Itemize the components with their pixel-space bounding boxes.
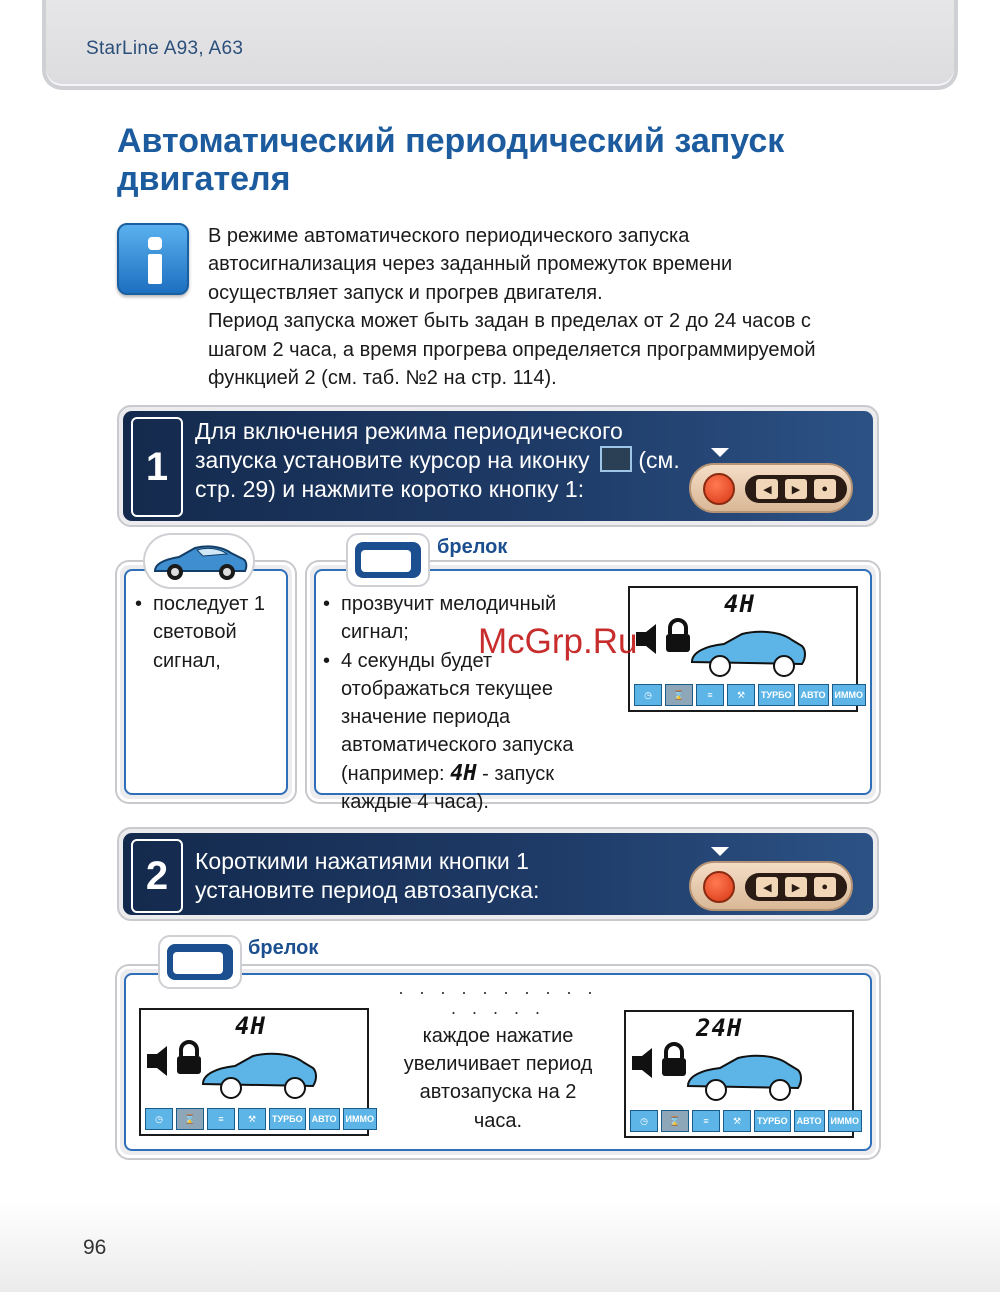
fob-button-1 bbox=[703, 871, 735, 903]
lcd-status-icons bbox=[634, 684, 866, 706]
immo-icon: ИММО bbox=[343, 1108, 377, 1130]
clock-icon: ◷ bbox=[145, 1108, 173, 1130]
dotted-separator: · · · · · · · · · · · · · · · bbox=[398, 982, 598, 1022]
hourglass-icon bbox=[600, 446, 632, 472]
watermark: McGrp.Ru bbox=[478, 622, 638, 661]
step-1-text-b: (см. стр. 29) и нажмите коротко кнопку 1: bbox=[195, 447, 680, 502]
turbo-icon: ТУРБО bbox=[758, 684, 795, 706]
step-1-panel bbox=[117, 405, 879, 527]
fob-result-item-1: • прозвучит мелодичный сигнал; bbox=[323, 590, 613, 647]
info-icon bbox=[117, 223, 189, 295]
immo-icon: ИММО bbox=[832, 684, 866, 706]
page-title: Автоматический периодический запуск двигателя bbox=[117, 122, 785, 198]
thermometer-icon: ≡ bbox=[692, 1110, 720, 1132]
auto-icon: АВТО bbox=[798, 684, 829, 706]
hourglass-icon: ⌛ bbox=[665, 684, 693, 706]
fob-label-2: брелок bbox=[248, 937, 319, 959]
thermometer-icon: ≡ bbox=[207, 1108, 235, 1130]
auto-icon: АВТО bbox=[309, 1108, 340, 1130]
keyfob-icon: ◀ ▶ ● bbox=[689, 463, 853, 513]
step-2-number: 2 bbox=[131, 839, 183, 913]
header-bar bbox=[42, 0, 958, 90]
fob-screen-tab-2 bbox=[160, 937, 240, 987]
fob-button-1 bbox=[703, 473, 735, 505]
step-1-number: 1 bbox=[131, 417, 183, 517]
car-result-list bbox=[135, 590, 285, 675]
lcd-screen-left bbox=[139, 1008, 374, 1136]
fob-label: брелок bbox=[437, 536, 508, 558]
clock-icon: ◷ bbox=[630, 1110, 658, 1132]
intro-paragraph-1: В режиме автоматического периодического запуска автосигнализация через заданный промежуток времени осуществляет запуск и прогрев двигателя. bbox=[208, 225, 733, 304]
step-2-text: Короткими нажатиями кнопки 1 установите период автозапуска: bbox=[195, 848, 540, 903]
fob-button-marker bbox=[711, 448, 729, 457]
intro-paragraph-2: Период запуска может быть задан в пределах от 2 до 24 часов с шагом 2 часа, а время прогрева определяется программируемой функцией 2 (см. таб. №2 на стр. 114). bbox=[208, 310, 816, 390]
immo-icon: ИММО bbox=[828, 1110, 862, 1132]
lcd-car-graphic bbox=[626, 1038, 852, 1118]
footer-fade bbox=[0, 1200, 1000, 1292]
inline-display-4h: 4H bbox=[450, 760, 477, 786]
center-note bbox=[388, 982, 608, 1135]
header-title: StarLine A93, A63 bbox=[86, 38, 244, 59]
car-badge bbox=[145, 535, 253, 587]
lcd-display-value: 4H bbox=[235, 1012, 266, 1040]
center-note-text: каждое нажатие увеличивает период автозапуска на 2 часа. bbox=[403, 1025, 593, 1132]
lcd-status-icons bbox=[630, 1110, 862, 1132]
lcd-display-value: 4H bbox=[724, 590, 755, 618]
car-result-item: • последует 1 световой сигнал, bbox=[135, 590, 285, 675]
auto-icon: АВТО bbox=[794, 1110, 825, 1132]
step-2-panel bbox=[117, 827, 879, 921]
step-1-text bbox=[195, 417, 695, 504]
keyfob-icon: ◀ ▶ ● bbox=[689, 861, 853, 911]
thermometer-icon: ≡ bbox=[696, 684, 724, 706]
wrench-icon: ⚒ bbox=[727, 684, 755, 706]
fob-button-marker bbox=[711, 847, 729, 856]
lcd-status-icons bbox=[145, 1108, 377, 1130]
fob-result-item-2: • 4 секунды будет отображаться текущее значение периода автоматического запуска (например: 4H - запуск каждые 4 часа). bbox=[323, 647, 613, 817]
wrench-icon: ⚒ bbox=[238, 1108, 266, 1130]
lcd-car-graphic bbox=[630, 614, 856, 694]
lcd-car-graphic bbox=[141, 1036, 367, 1116]
step-1-text-a: Для включения режима периодического запуска установите курсор на иконку bbox=[195, 418, 623, 473]
turbo-icon: ТУРБО bbox=[754, 1110, 791, 1132]
clock-icon: ◷ bbox=[634, 684, 662, 706]
lcd-display-value: 24H bbox=[696, 1014, 743, 1042]
fob-screen-tab bbox=[348, 535, 428, 585]
wrench-icon: ⚒ bbox=[723, 1110, 751, 1132]
page-number: 96 bbox=[83, 1236, 107, 1259]
lcd-screen-1 bbox=[628, 586, 863, 712]
car-icon bbox=[145, 535, 253, 587]
intro-text bbox=[208, 222, 848, 392]
hourglass-icon: ⌛ bbox=[661, 1110, 689, 1132]
turbo-icon: ТУРБО bbox=[269, 1108, 306, 1130]
hourglass-icon: ⌛ bbox=[176, 1108, 204, 1130]
lcd-screen-right bbox=[624, 1010, 859, 1138]
